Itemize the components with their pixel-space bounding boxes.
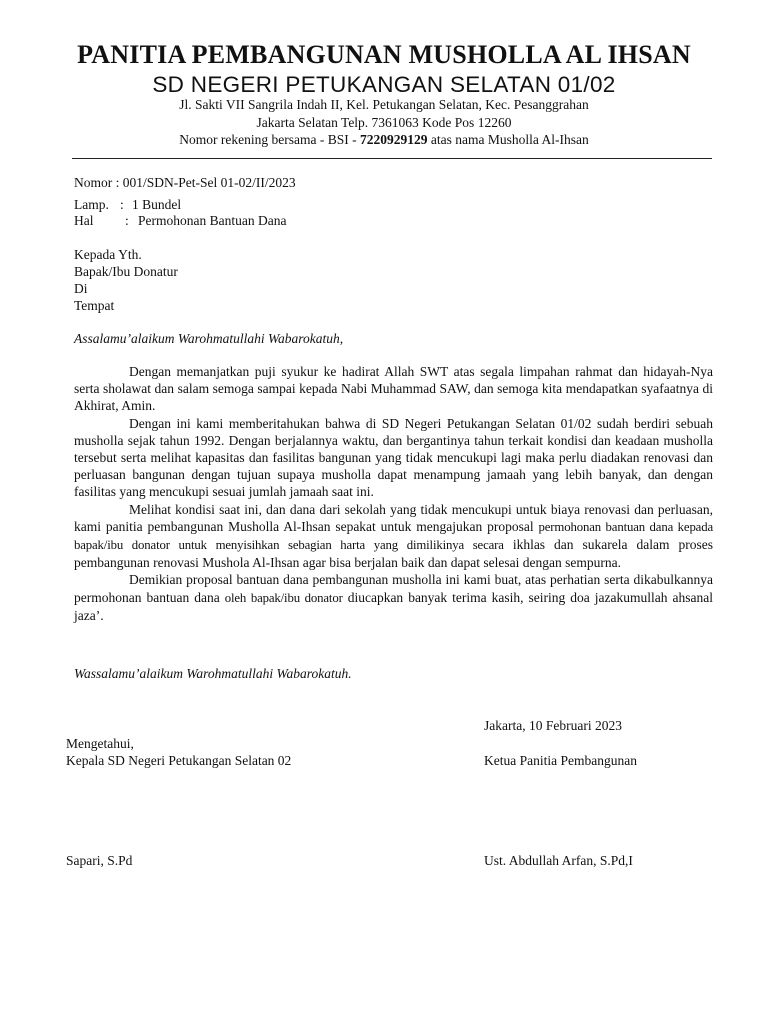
recipient-line4: Tempat — [74, 298, 115, 313]
attachment-label: Lamp. — [74, 197, 109, 212]
account-suffix: atas nama Musholla Al-Ihsan — [427, 132, 589, 147]
paragraph-3-part-a: Melihat kondisi saat ini, dan dana dari sekolah yang tidak mencukupi untuk biaya renovasi dan perluasan, kami panitia pembangunan Musholla Al-Ihsan sepakat untuk mengajukan proposal — [74, 501, 713, 534]
letterhead-subtitle: SD NEGERI PETUKANGAN SELATAN 01/02 — [152, 72, 616, 97]
principal-name: Sapari, S.Pd — [66, 853, 133, 868]
closing-greeting: Wassalamu’alaikum Warohmatullahi Wabarokatuh. — [74, 666, 352, 681]
subject-value: Permohonan Bantuan Dana — [138, 213, 287, 228]
paragraph-3-part-b: permohonan bantuan dana kepada bapak/ibu donator untuk menyisihkan sebagian harta yang dimilikinya secara — [74, 519, 713, 553]
paragraph-2: Dengan ini kami memberitahukan bahwa di SD Negeri Petukangan Selatan 01/02 sudah berdiri sebuah musholla sejak tahun 1992. Dengan berjalannya waktu, dan bergantinya tahun terkait kondisi dan keadaan musholla tersebut serta melihat kapasitas dan fasilitas bangunan yang tidak mencukupi lagi maka perlu diadakan renovasi dan perluasan bangunan dengan tujuan supaya musholla dapat menampung jamaah yang lebih banyak, dan dengan fasilitas yang mencukupi sesuai jumlah jamaah saat ini. — [74, 415, 713, 500]
attachment-value: 1 Bundel — [132, 197, 182, 212]
letter-number: Nomor : 001/SDN-Pet-Sel 01-02/II/2023 — [74, 175, 296, 190]
place-date: Jakarta, 10 Februari 2023 — [484, 718, 622, 733]
letterhead-address-line1: Jl. Sakti VII Sangrila Indah II, Kel. Petukangan Selatan, Kec. Pesanggrahan — [179, 97, 589, 112]
letterhead-address-line2: Jakarta Selatan Telp. 7361063 Kode Pos 12260 — [256, 115, 512, 130]
attachment-separator: : — [120, 197, 124, 212]
paragraph-4 — [74, 571, 713, 624]
letterhead-account-line — [0, 132, 768, 148]
recipient-line2: Bapak/Ibu Donatur — [74, 264, 178, 279]
paragraph-4-part-c: diucapkan banyak terima kasih, seiring doa jazakumullah ahsanal jaza’. — [74, 589, 714, 623]
subject-label: Hal — [74, 213, 94, 228]
account-number: 7220929129 — [359, 132, 428, 147]
paragraph-1: Dengan memanjatkan puji syukur ke hadirat Allah SWT atas segala limpahan rahmat dan hidayah-Nya serta sholawat dan salam semoga sampai kepada Nabi Muhammad SAW, dan semoga kita mendapatkan syafaatnya di Akhirat, Amin. — [74, 364, 713, 414]
recipient-line3: Di — [74, 281, 88, 296]
letter-body — [74, 363, 713, 624]
paragraph-3-part-c: ikhlas dan sukarela dalam proses pembangunan renovasi Mushola Al-Ihsan agar bisa berjalan baik dan dapat selesai dengan sempurna. — [74, 537, 714, 571]
acknowledged-label: Mengetahui, — [66, 736, 134, 751]
account-prefix: Nomor rekening bersama - BSI - — [179, 132, 360, 147]
paragraph-3 — [74, 501, 713, 572]
committee-chair-name: Ust. Abdullah Arfan, S.Pd,I — [484, 853, 633, 868]
letterhead-title: PANITIA PEMBANGUNAN MUSHOLLA AL IHSAN — [77, 40, 691, 69]
paragraph-4-part-a: Demikian proposal bantuan dana pembangunan musholla ini kami buat, atas perhatian serta dikabulkannya permohonan bantuan dana — [74, 572, 713, 605]
committee-chair-title: Ketua Panitia Pembangunan — [484, 753, 637, 768]
paragraph-4-part-b: oleh bapak/ibu donator — [224, 590, 343, 605]
recipient-line1: Kepada Yth. — [74, 247, 142, 262]
letterhead-divider — [72, 158, 712, 159]
principal-title: Kepala SD Negeri Petukangan Selatan 02 — [66, 753, 292, 768]
subject-separator: : — [125, 213, 129, 228]
opening-greeting: Assalamu’alaikum Warohmatullahi Wabarokatuh, — [74, 331, 344, 346]
